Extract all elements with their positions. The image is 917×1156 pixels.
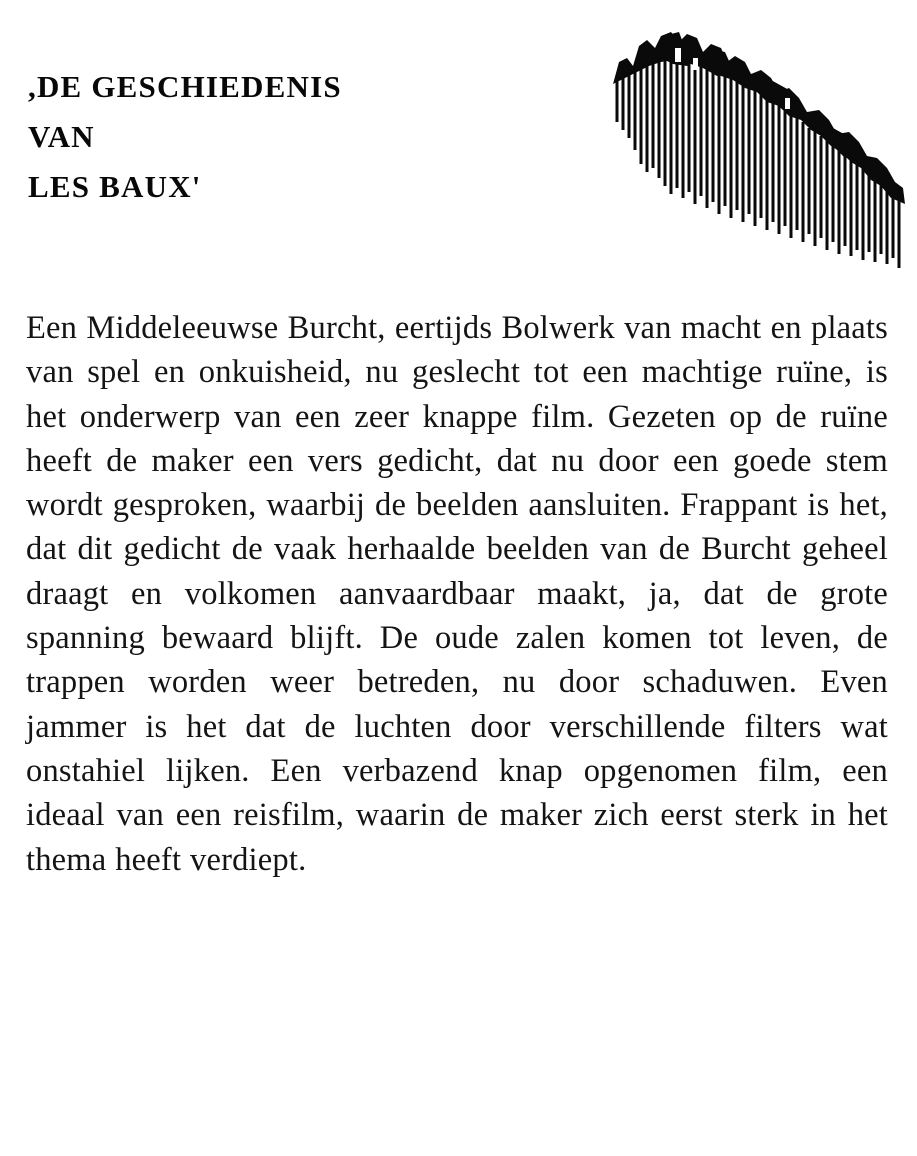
- page-title-line-1: ,DE GESCHIEDENIS: [28, 69, 342, 104]
- page-title-line-2: VAN: [28, 119, 95, 154]
- castle-ruin-icon: [575, 18, 905, 276]
- article-body: [26, 306, 888, 882]
- page-title: [28, 62, 568, 212]
- page-title-line-3: LES BAUX': [28, 169, 202, 204]
- article-paragraph: Een Middeleeuwse Burcht, eertijds Bolwerk van macht en plaats van spel en onkuisheid, nu geslecht tot een machtige ruïne, is het onderwerp van een zeer knappe film. Gezeten op de ruïne heeft de maker een vers gedicht, dat nu door een goede stem wordt gesproken, waarbij de beelden aansluiten. Frappant is het, dat dit gedicht de vaak herhaalde beelden van de Burcht geheel draagt en volkomen aanvaardbaar maakt, ja, dat de grote spanning bewaard blijft. De oude zalen komen tot leven, de trappen worden weer betreden, nu door schaduwen. Even jammer is het dat de luchten door verschillende filters wat onstahiel lijken. Een verbazend knap opgenomen film, een ideaal van een reisfilm, waarin de maker zich eerst sterk in het thema heeft verdiept.: [26, 310, 888, 878]
